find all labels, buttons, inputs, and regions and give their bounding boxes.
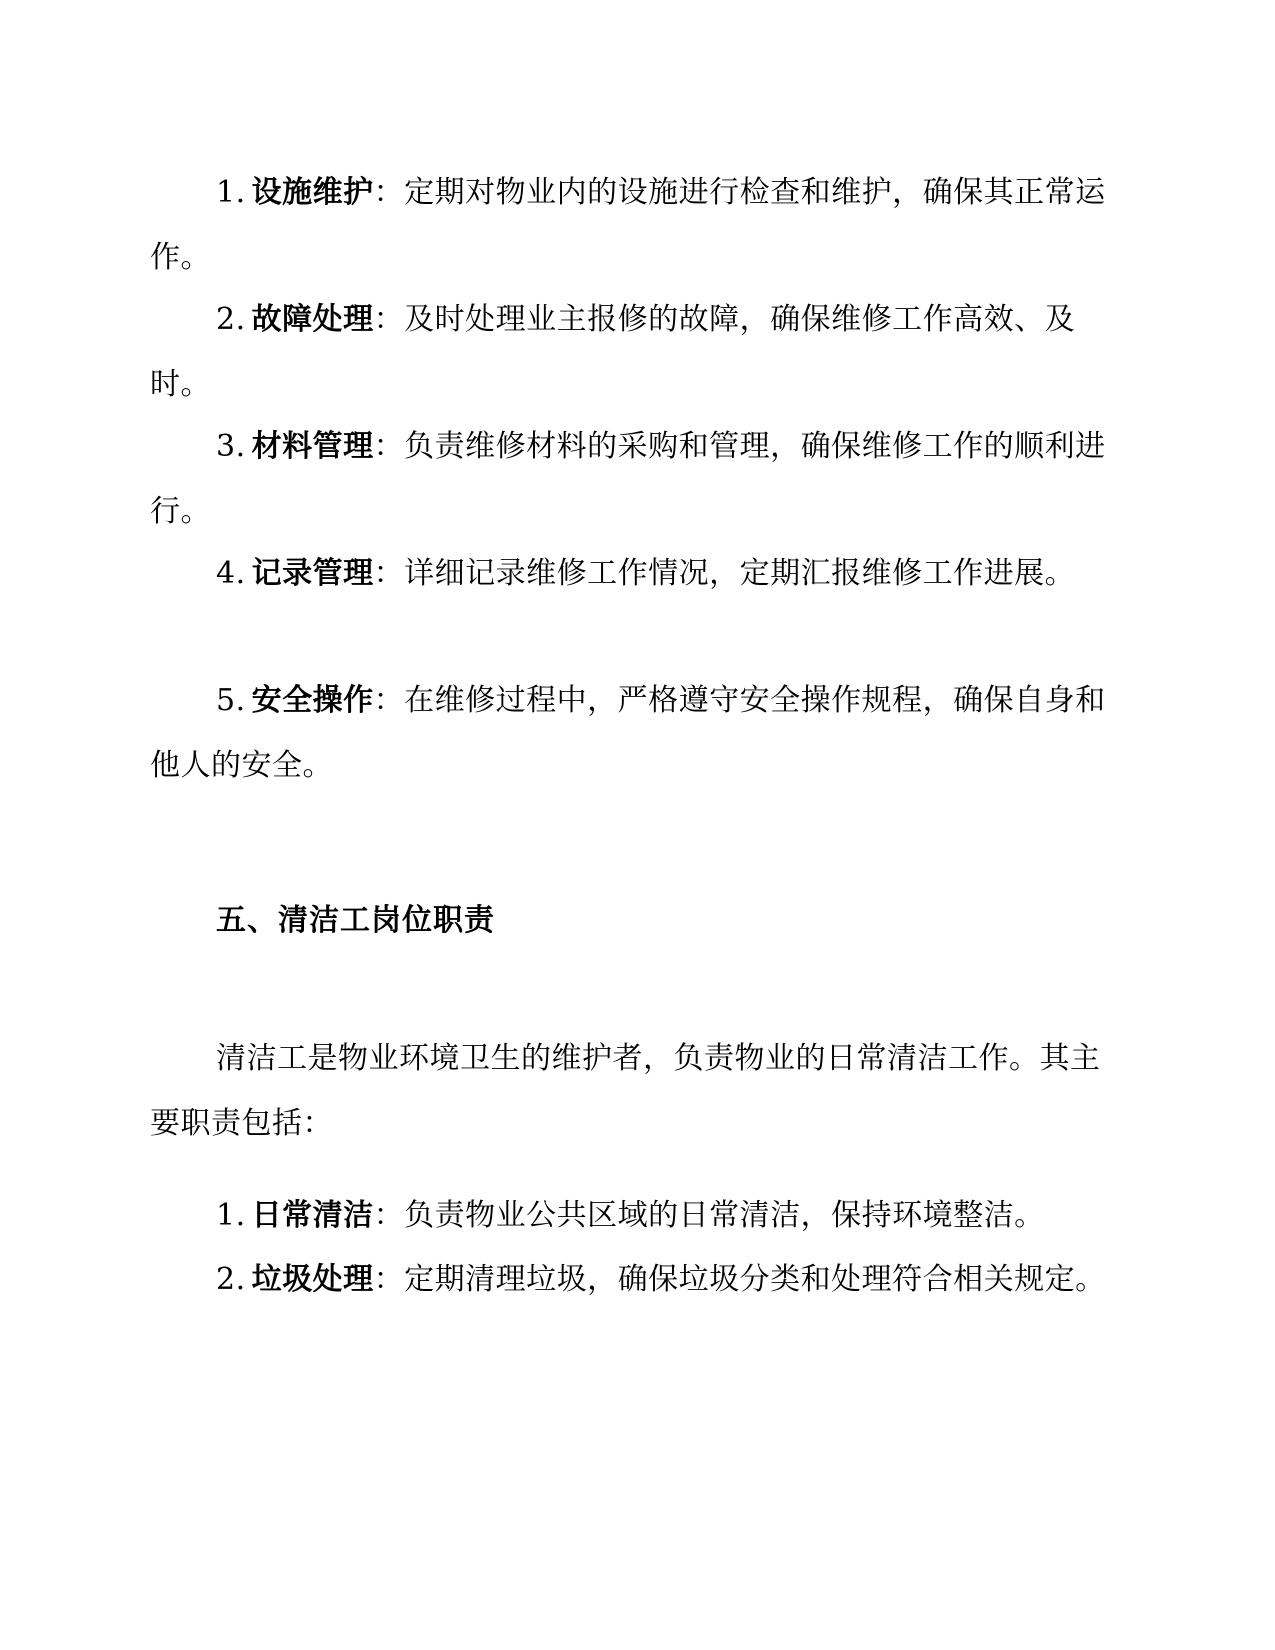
item-term: 故障处理 bbox=[251, 302, 374, 337]
intro-paragraph bbox=[150, 1026, 1128, 1156]
list-item bbox=[150, 1247, 1128, 1312]
item-term: 日常清洁 bbox=[251, 1198, 374, 1233]
list-item bbox=[150, 160, 1128, 290]
item-text: ：在维修过程中，严格遵守安全操作规程，确保自身和他人的安全。 bbox=[150, 683, 1106, 783]
item-term: 材料管理 bbox=[251, 429, 374, 464]
list-item bbox=[150, 414, 1128, 544]
list-item bbox=[150, 1183, 1128, 1248]
list-item bbox=[150, 287, 1128, 417]
item-term: 垃圾处理 bbox=[251, 1262, 374, 1297]
item-number: 3. bbox=[216, 429, 246, 464]
item-number: 5. bbox=[216, 683, 246, 718]
item-number: 2. bbox=[216, 1262, 246, 1297]
item-text: ：负责维修材料的采购和管理，确保维修工作的顺利进行。 bbox=[150, 429, 1106, 529]
item-number: 1. bbox=[216, 175, 246, 210]
list-item bbox=[150, 668, 1128, 798]
section-heading: 五、清洁工岗位职责 bbox=[216, 903, 495, 938]
item-number: 2. bbox=[216, 302, 246, 337]
item-number: 1. bbox=[216, 1198, 246, 1233]
item-text: ：定期对物业内的设施进行检查和维护，确保其正常运作。 bbox=[150, 175, 1106, 275]
item-number: 4. bbox=[216, 556, 246, 591]
item-term: 设施维护 bbox=[251, 175, 374, 210]
item-text: ：负责物业公共区域的日常清洁，保持环境整洁。 bbox=[373, 1198, 1045, 1233]
item-term: 记录管理 bbox=[251, 556, 374, 591]
item-text: ：定期清理垃圾，确保垃圾分类和处理符合相关规定。 bbox=[373, 1262, 1106, 1297]
list-item bbox=[150, 541, 1128, 606]
item-text: ：及时处理业主报修的故障，确保维修工作高效、及时。 bbox=[150, 302, 1076, 402]
item-text: ：详细记录维修工作情况，定期汇报维修工作进展。 bbox=[373, 556, 1076, 591]
intro-text: 清洁工是物业环境卫生的维护者，负责物业的日常清洁工作。其主要职责包括： bbox=[150, 1041, 1101, 1141]
item-term: 安全操作 bbox=[251, 683, 374, 718]
